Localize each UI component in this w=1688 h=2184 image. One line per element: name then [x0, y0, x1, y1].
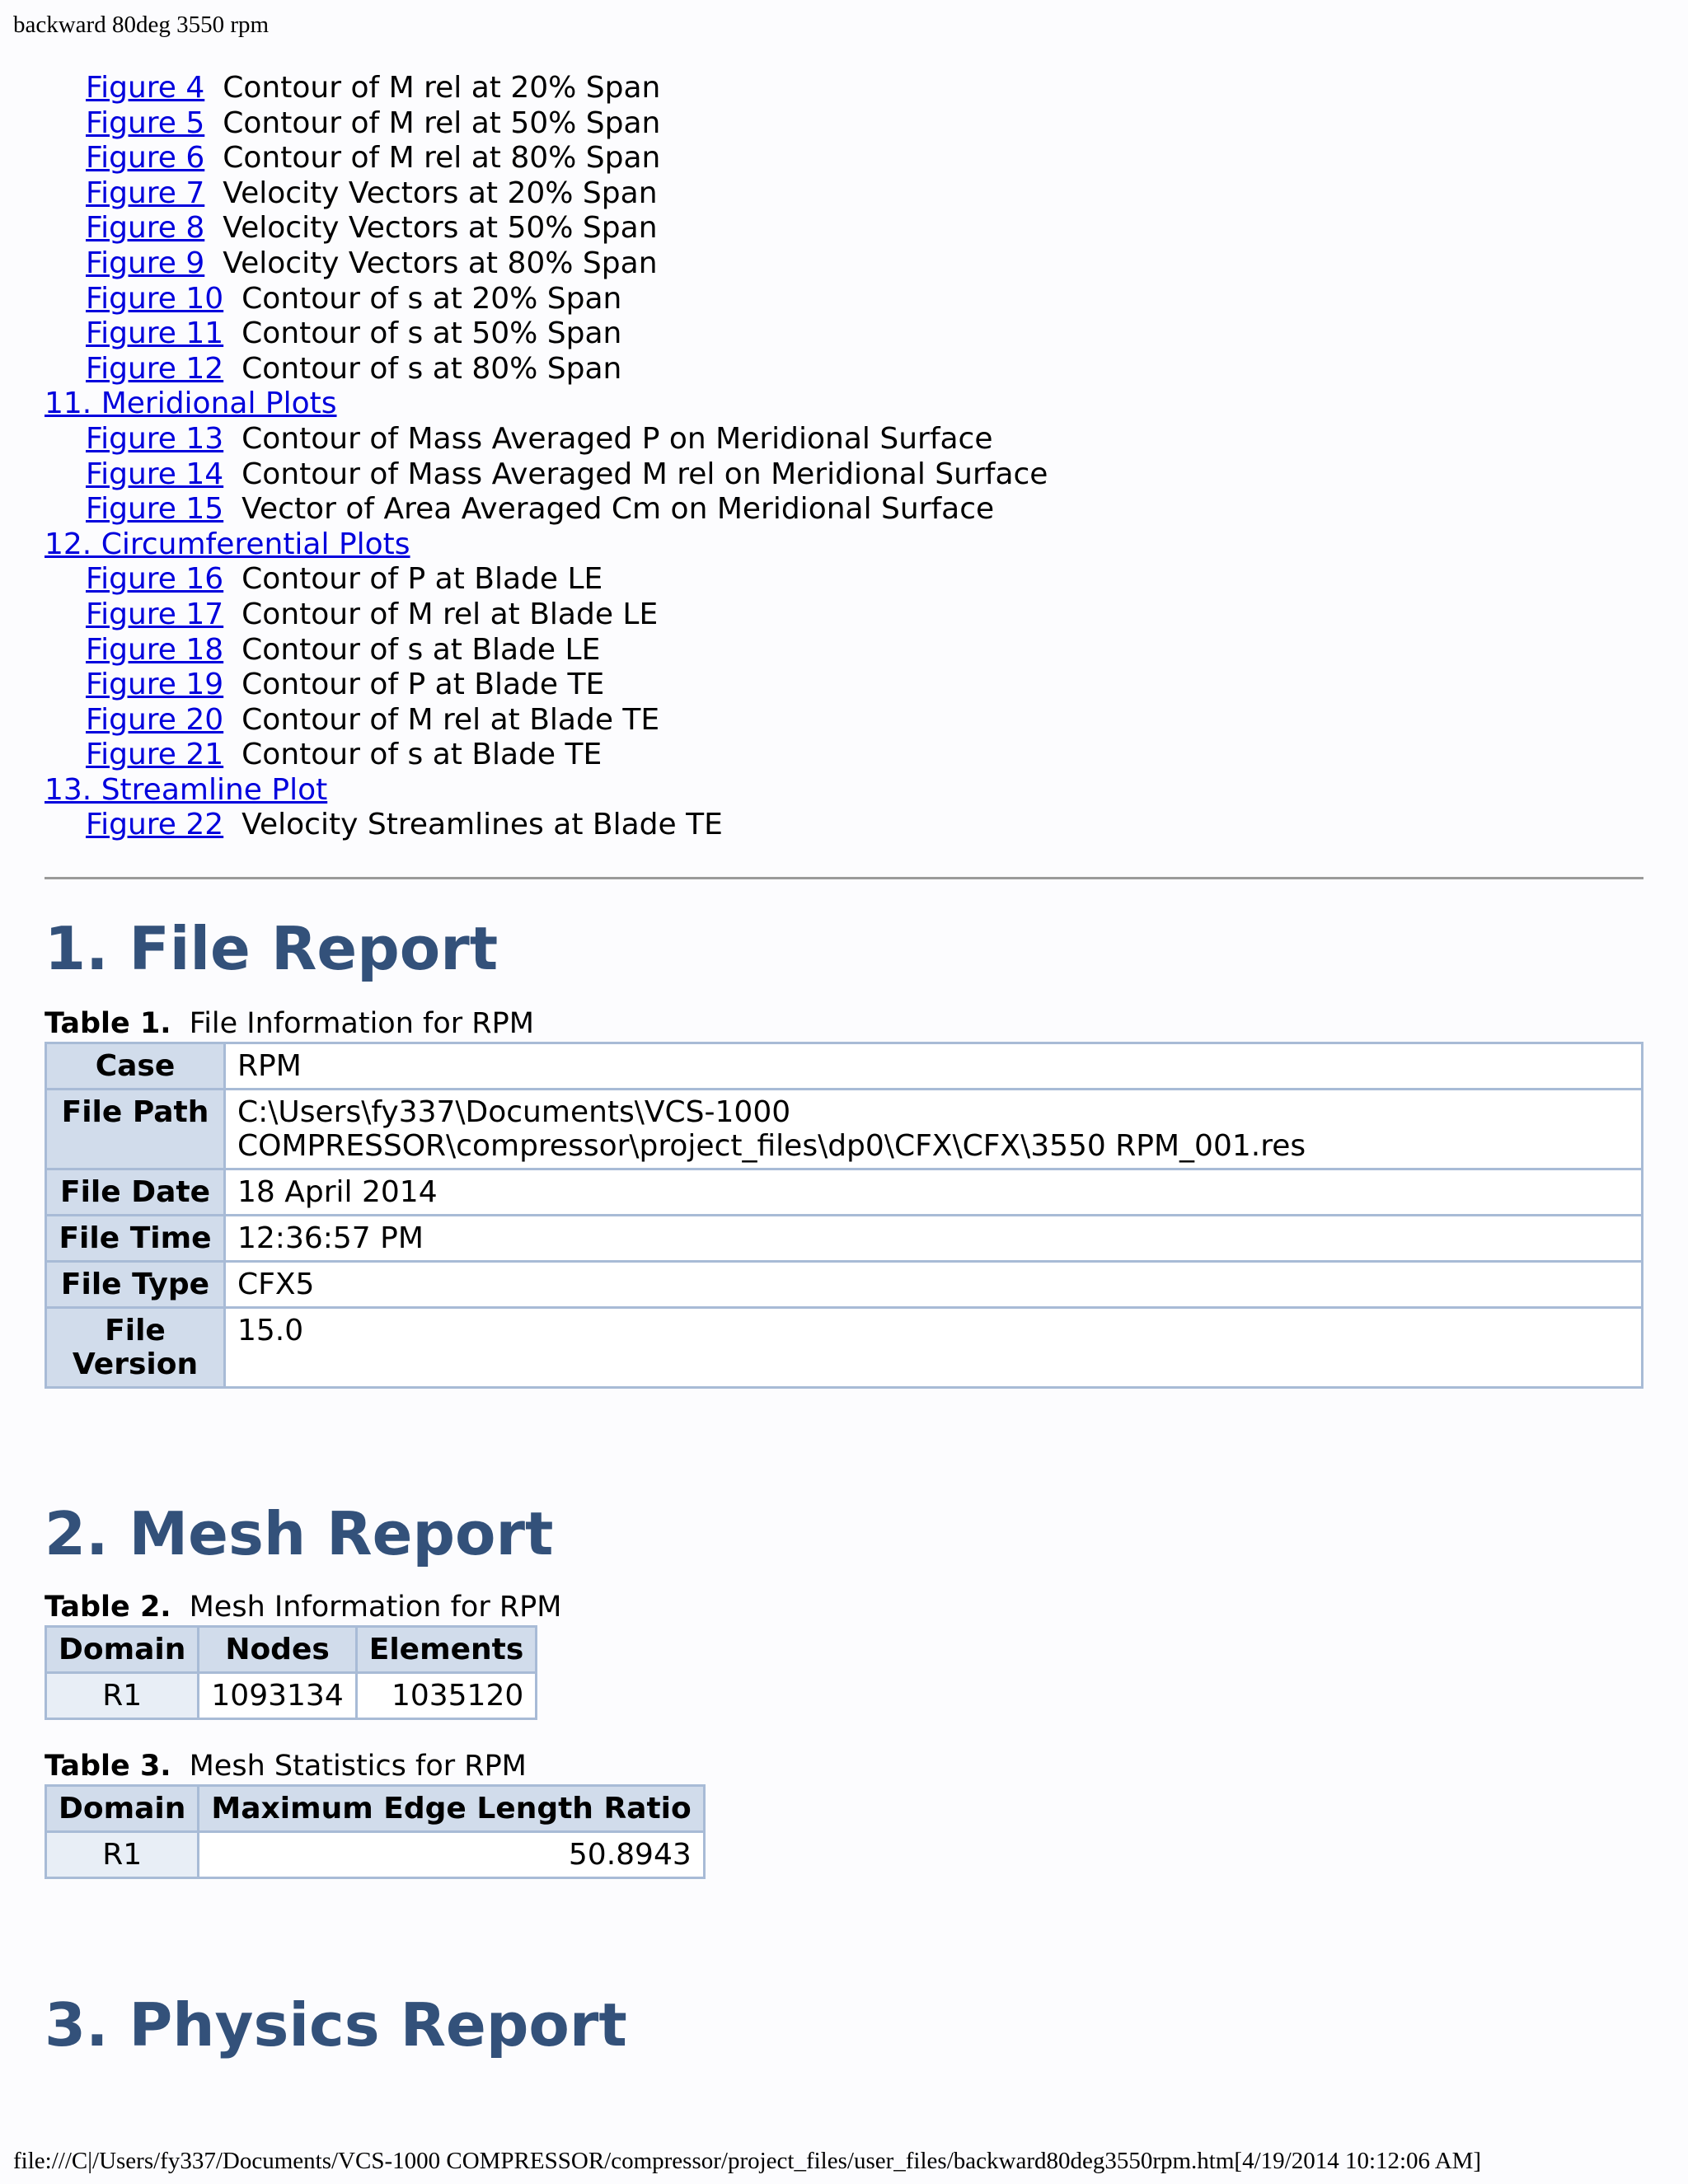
horizontal-rule: [45, 877, 1643, 879]
toc-entry-title: Velocity Vectors at 50% Span: [223, 211, 658, 246]
toc-entry-title: Contour of Mass Averaged P on Meridional Surface: [241, 421, 993, 456]
figure-link[interactable]: Figure 4: [86, 71, 205, 105]
domain-cell: R1: [46, 1673, 199, 1719]
section-link[interactable]: 13. Streamline Plot: [45, 772, 328, 807]
toc-entry: [45, 808, 1643, 843]
toc-entry: [45, 598, 1643, 633]
table-row: [46, 1308, 1643, 1388]
toc-entry-title: Velocity Vectors at 20% Span: [223, 176, 658, 210]
toc-entry: [45, 387, 1643, 422]
mesh-report-section: [45, 1498, 1643, 1879]
column-header: Maximum Edge Length Ratio: [199, 1786, 704, 1832]
toc-entry-title: Contour of s at Blade LE: [241, 632, 601, 667]
toc-entry-title: Contour of Mass Averaged M rel on Meridional Surface: [241, 457, 1048, 491]
toc-entry: [45, 211, 1643, 246]
table-row: [46, 1832, 705, 1878]
file-report-section: [45, 913, 1643, 1389]
toc-entry: [45, 246, 1643, 282]
toc-entry: [45, 773, 1643, 808]
figure-link[interactable]: Figure 5: [86, 105, 205, 140]
toc-entry: [45, 738, 1643, 773]
mesh-report-heading: 2. Mesh Report: [45, 1499, 554, 1568]
toc-entry: [45, 352, 1643, 387]
toc-entry-title: Velocity Streamlines at Blade TE: [241, 808, 723, 842]
table3-caption-text: Mesh Statistics for RPM: [189, 1750, 527, 1783]
toc-entry-title: Contour of P at Blade LE: [241, 562, 603, 597]
table1-caption-text: File Information for RPM: [189, 1007, 534, 1040]
section-link[interactable]: 12. Circumferential Plots: [45, 527, 410, 561]
row-value: C:\Users\fy337\Documents\VCS-1000 COMPRESSOR\compressor\project_files\dp0\CFX\CFX\3550 RPM_001.res: [225, 1090, 1643, 1169]
row-value: 12:36:57 PM: [225, 1216, 1643, 1262]
table-row: [46, 1262, 1643, 1308]
toc-entry-title: Contour of M rel at Blade LE: [241, 597, 659, 631]
toc-entry-title: Velocity Vectors at 80% Span: [223, 246, 658, 280]
table-row: [46, 1673, 537, 1719]
figure-link[interactable]: Figure 16: [86, 562, 224, 597]
toc-entry-title: Contour of s at 50% Span: [241, 316, 622, 351]
toc-entry: [45, 71, 1643, 106]
figure-link[interactable]: Figure 20: [86, 702, 224, 737]
column-header: Nodes: [199, 1627, 356, 1673]
toc-entry: [45, 176, 1643, 212]
file-report-heading: 1. File Report: [45, 914, 499, 983]
domain-cell: R1: [46, 1832, 199, 1878]
table-of-contents: [45, 71, 1643, 843]
toc-entry-title: Contour of s at Blade TE: [241, 738, 603, 772]
row-value: 15.0: [225, 1308, 1643, 1388]
physics-report-heading: 3. Physics Report: [45, 1990, 627, 2060]
table-row: [46, 1043, 1643, 1090]
table-row: [46, 1169, 1643, 1216]
row-header: File Path: [46, 1090, 225, 1169]
toc-entry-title: Contour of M rel at 20% Span: [223, 71, 661, 105]
table1-caption-label: Table 1.: [45, 1007, 171, 1040]
figure-link[interactable]: Figure 9: [86, 246, 205, 280]
physics-report-section: [45, 1990, 1643, 2060]
figure-link[interactable]: Figure 18: [86, 632, 224, 667]
table-row: [46, 1090, 1643, 1169]
table1-caption: [45, 1005, 1643, 1042]
toc-entry: [45, 422, 1643, 457]
toc-entry-title: Contour of M rel at 80% Span: [223, 141, 661, 176]
figure-link[interactable]: Figure 21: [86, 738, 224, 772]
figure-link[interactable]: Figure 10: [86, 281, 224, 316]
toc-entry: [45, 457, 1643, 493]
value-cell: 1093134: [199, 1673, 356, 1719]
row-value: 18 April 2014: [225, 1169, 1643, 1216]
table-row: [46, 1216, 1643, 1262]
toc-entry: [45, 703, 1643, 738]
toc-entry: [45, 668, 1643, 703]
table2-caption-text: Mesh Information for RPM: [189, 1591, 562, 1624]
figure-link[interactable]: Figure 13: [86, 421, 224, 456]
table3-caption: [45, 1748, 1643, 1784]
row-header: File Version: [46, 1308, 225, 1388]
row-header: File Time: [46, 1216, 225, 1262]
figure-link[interactable]: Figure 6: [86, 141, 205, 176]
table2-caption-label: Table 2.: [45, 1591, 171, 1624]
toc-entry: [45, 141, 1643, 176]
table3-caption-label: Table 3.: [45, 1750, 171, 1783]
mesh-stats-table: [45, 1784, 706, 1879]
column-header: Domain: [46, 1627, 199, 1673]
toc-entry-title: Contour of M rel at Blade TE: [241, 702, 660, 737]
print-header: backward 80deg 3550 rpm: [13, 12, 270, 38]
file-info-table: [45, 1042, 1643, 1389]
toc-entry-title: Vector of Area Averaged Cm on Meridional Surface: [241, 492, 995, 527]
section-link[interactable]: 11. Meridional Plots: [45, 387, 337, 421]
figure-link[interactable]: Figure 15: [86, 492, 224, 527]
row-header: File Date: [46, 1169, 225, 1216]
row-header: Case: [46, 1043, 225, 1090]
figure-link[interactable]: Figure 17: [86, 597, 224, 631]
figure-link[interactable]: Figure 8: [86, 211, 205, 246]
table2-caption: [45, 1589, 1643, 1625]
toc-entry-title: Contour of P at Blade TE: [241, 668, 605, 702]
mesh-info-table: [45, 1625, 537, 1720]
toc-entry: [45, 316, 1643, 352]
toc-entry: [45, 562, 1643, 598]
figure-link[interactable]: Figure 22: [86, 808, 224, 842]
row-value: CFX5: [225, 1262, 1643, 1308]
toc-entry-title: Contour of M rel at 50% Span: [223, 105, 661, 140]
toc-entry-title: Contour of s at 20% Span: [241, 281, 622, 316]
row-value: RPM: [225, 1043, 1643, 1090]
figure-link[interactable]: Figure 11: [86, 316, 224, 351]
value-cell: 1035120: [356, 1673, 537, 1719]
toc-entry: [45, 527, 1643, 563]
toc-entry-title: Contour of s at 80% Span: [241, 351, 622, 386]
row-header: File Type: [46, 1262, 225, 1308]
toc-entry: [45, 492, 1643, 527]
value-cell: 50.8943: [199, 1832, 704, 1878]
column-header: Elements: [356, 1627, 537, 1673]
toc-entry: [45, 633, 1643, 668]
column-header: Domain: [46, 1786, 199, 1832]
figure-link[interactable]: Figure 19: [86, 668, 224, 702]
figure-link[interactable]: Figure 7: [86, 176, 205, 210]
print-footer: file:///C|/Users/fy337/Documents/VCS-1000 COMPRESSOR/compressor/project_files/user_files/backward80deg3550rpm.htm[4/19/2014 10:12:06 AM]: [13, 2148, 1482, 2174]
figure-link[interactable]: Figure 14: [86, 457, 224, 491]
toc-entry: [45, 282, 1643, 317]
toc-entry: [45, 106, 1643, 142]
figure-link[interactable]: Figure 12: [86, 351, 224, 386]
